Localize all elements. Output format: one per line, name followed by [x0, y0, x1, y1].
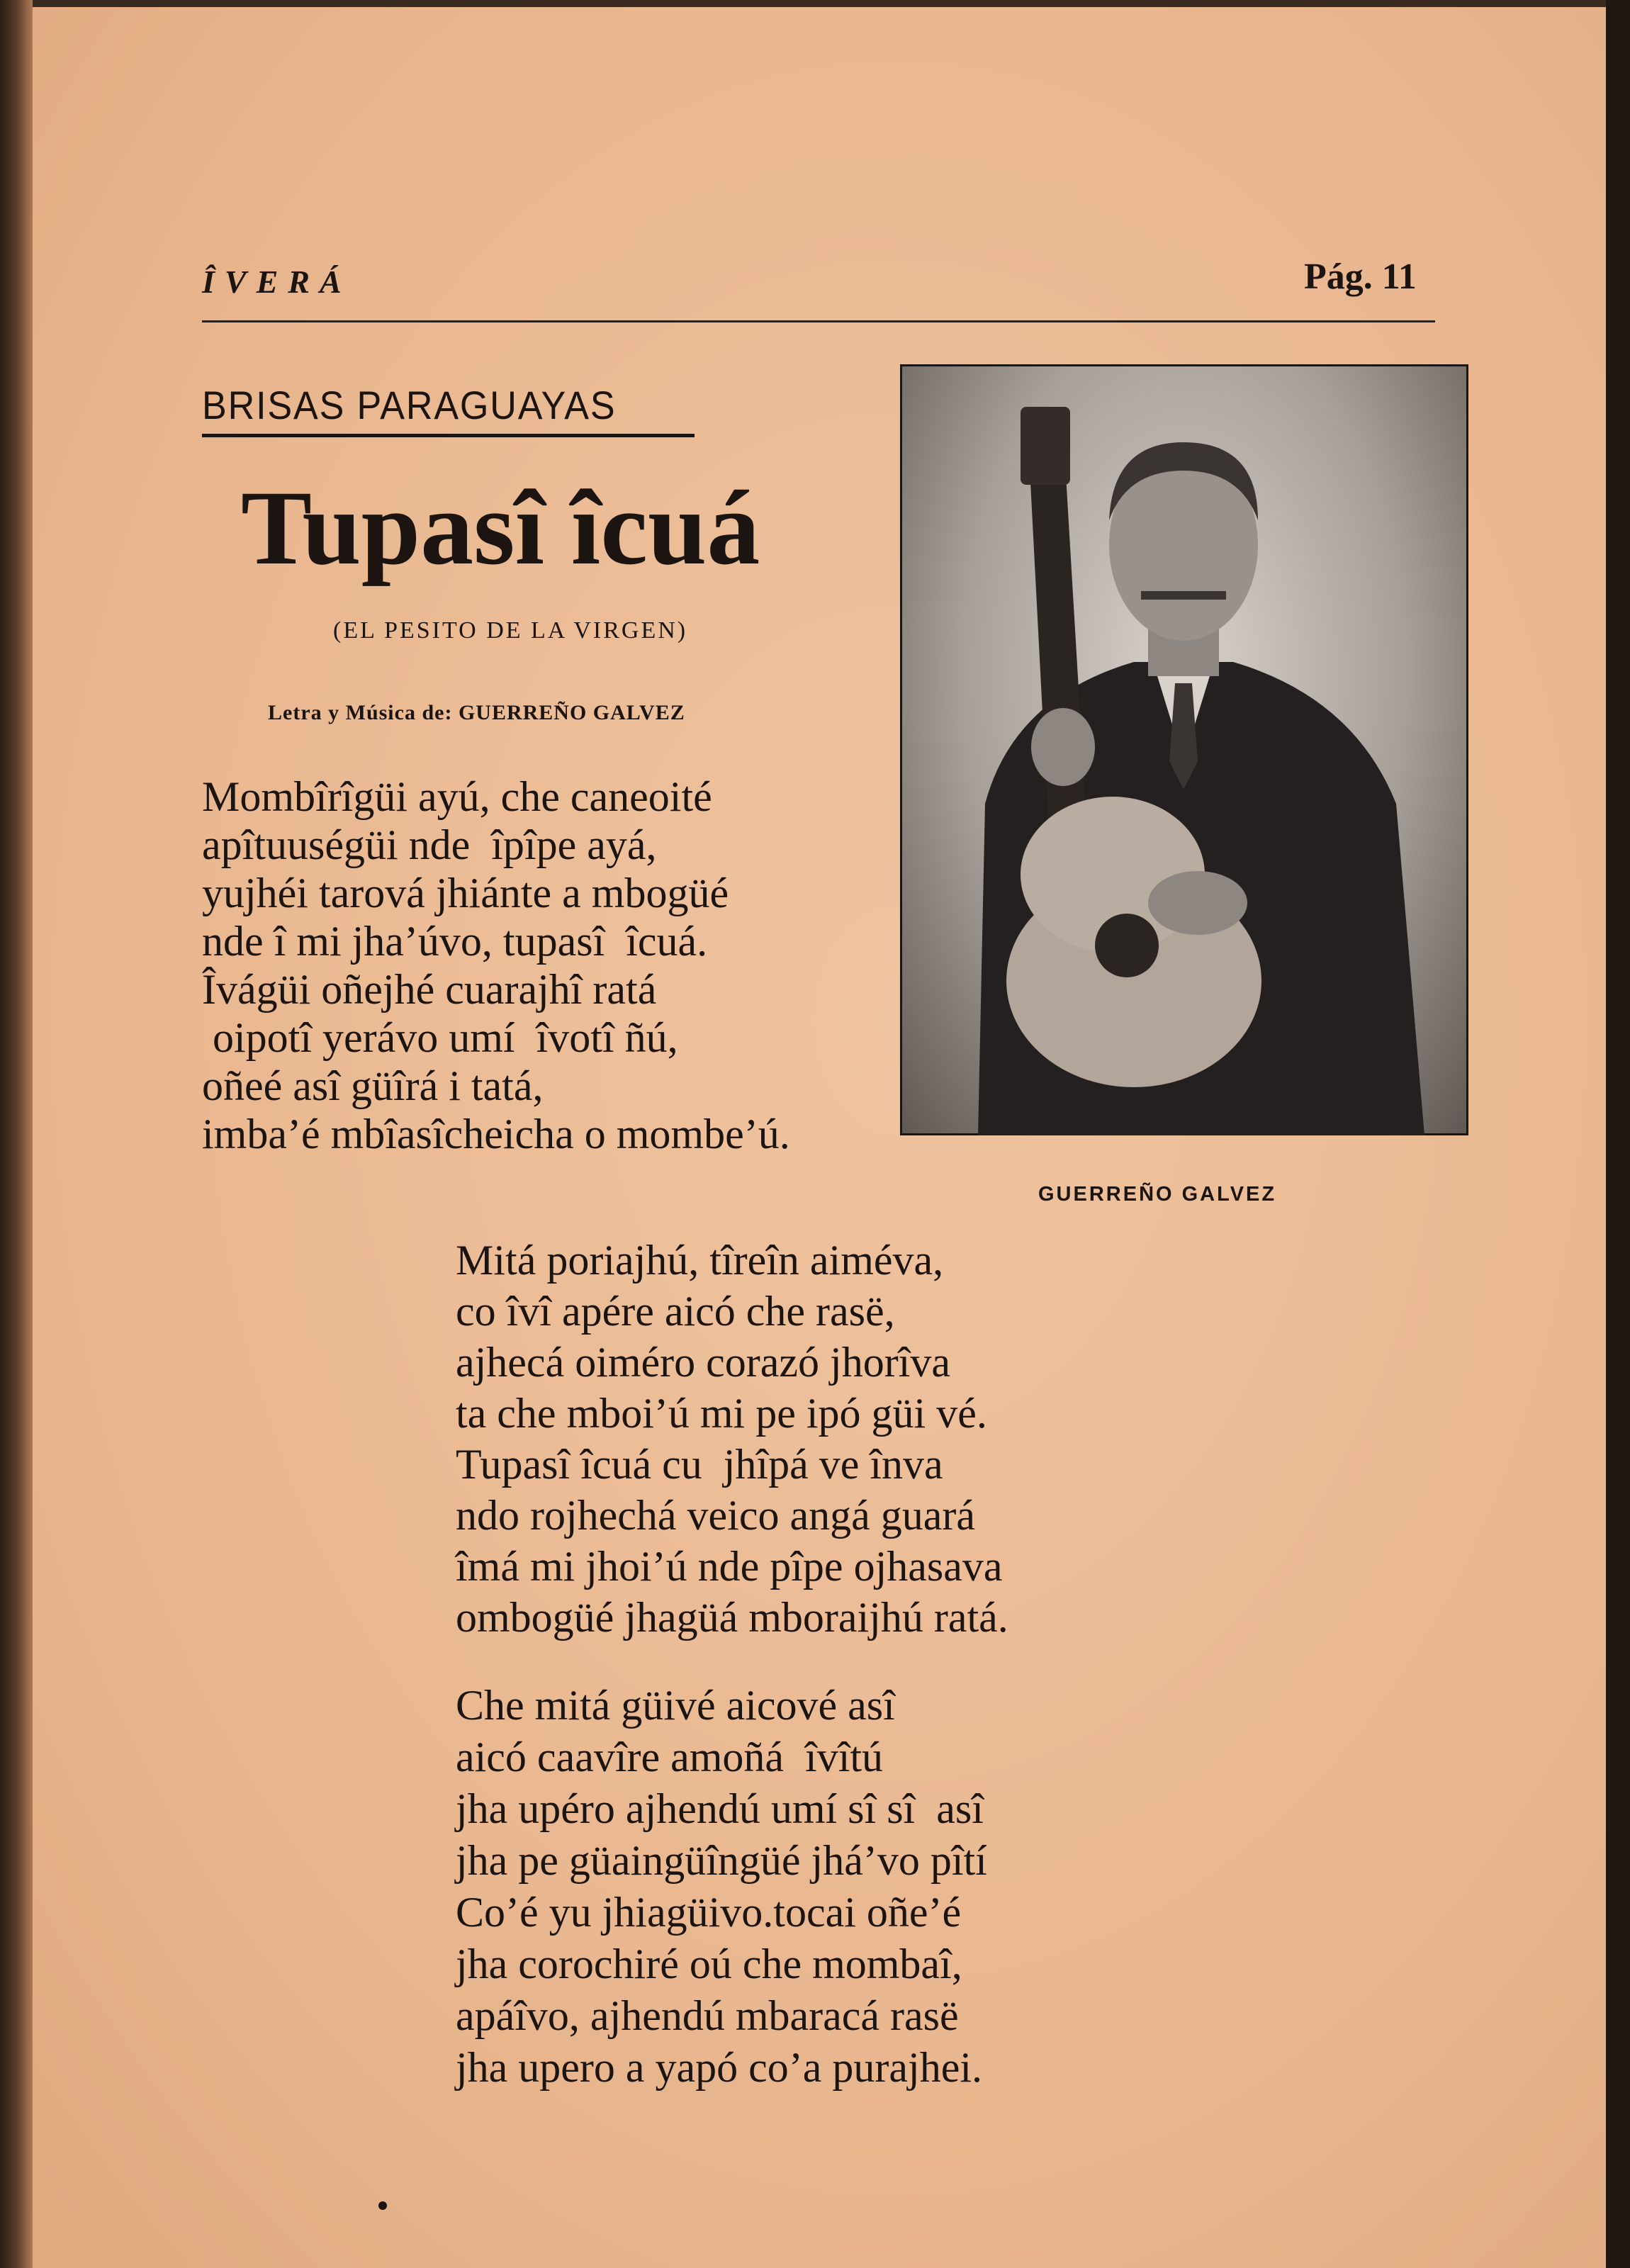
verse-line: jha corochiré oú che mombaî, [456, 1941, 962, 1987]
verse-line: Co’é yu jhiagüivo.tocai oñe’é [456, 1889, 962, 1936]
page-top-edge [0, 0, 1630, 7]
verse-line: apáîvo, ajhendú mbaracá rasë [456, 1992, 959, 2039]
verse-line: Îvágüi oñejhé cuarajhî ratá [202, 966, 657, 1013]
verse-line: Mitá poriajhú, tîreîn aiméva, [456, 1237, 944, 1284]
stanza-3 [456, 1680, 987, 2094]
verse-line: ndo rojhechá veico angá guará [456, 1492, 975, 1539]
stanza-2 [456, 1235, 1008, 1643]
verse-line: yujhéi tarová jhiánte a mbogüé [202, 870, 729, 916]
page-number: Pág. 11 [1304, 257, 1417, 297]
verse-line: aicó caavîre amoñá îvîtú [456, 1734, 884, 1780]
verse-line: jha upéro ajhendú umí sî sî asî [456, 1785, 984, 1832]
song-title: Tupasî îcuá [241, 469, 760, 587]
photo-caption: GUERREÑO GALVEZ [1038, 1183, 1277, 1206]
verse-line: co îvî apére aicó che rasë, [456, 1288, 895, 1335]
verse-line: imba’é mbîasîcheicha o mombe’ú. [202, 1111, 790, 1157]
verse-line: jha pe güaingüîngüé jhá’vo pîtí [456, 1837, 987, 1884]
section-underline [202, 434, 695, 437]
verse-line: ombogüé jhagüá mboraijhú ratá. [456, 1594, 1008, 1641]
verse-line: nde î mi jha’úvo, tupasî îcuá. [202, 918, 708, 965]
song-credit: Letra y Música de: GUERREÑO GALVEZ [268, 701, 685, 724]
running-header-magazine: ÎVERÁ [202, 264, 352, 300]
verse-line: Tupasî îcuá cu jhîpá ve înva [456, 1441, 943, 1488]
verse-line: oipotî yerávo umí îvotî ñú, [202, 1014, 678, 1061]
stanza-1 [202, 773, 790, 1158]
verse-line: ajhecá oiméro corazó jhorîva [456, 1339, 950, 1386]
verse-line: îmá mi jhoi’ú nde pîpe ojhasava [456, 1543, 1003, 1590]
ink-speck [378, 2201, 387, 2210]
verse-line: jha upero a yapó co’a purajhei. [456, 2044, 982, 2091]
verse-line: Che mitá güivé aicové asî [456, 1682, 895, 1729]
portrait-photo [900, 364, 1468, 1135]
verse-line: Mombîrîgüi ayú, che caneoité [202, 773, 712, 820]
verse-line: ta che mboi’ú mi pe ipó güi vé. [456, 1390, 987, 1437]
song-subtitle: (EL PESITO DE LA VIRGEN) [333, 617, 688, 644]
book-spine-edge [0, 0, 33, 2268]
verse-line: apîtuuségüi nde îpîpe ayá, [202, 821, 657, 868]
man-with-guitar-illustration [900, 364, 1468, 1135]
verse-line: oñeé asî güîrá i tatá, [202, 1062, 544, 1109]
page-right-edge [1606, 0, 1630, 2268]
section-label: BRISAS PARAGUAYAS [202, 383, 617, 427]
header-rule [202, 320, 1435, 322]
